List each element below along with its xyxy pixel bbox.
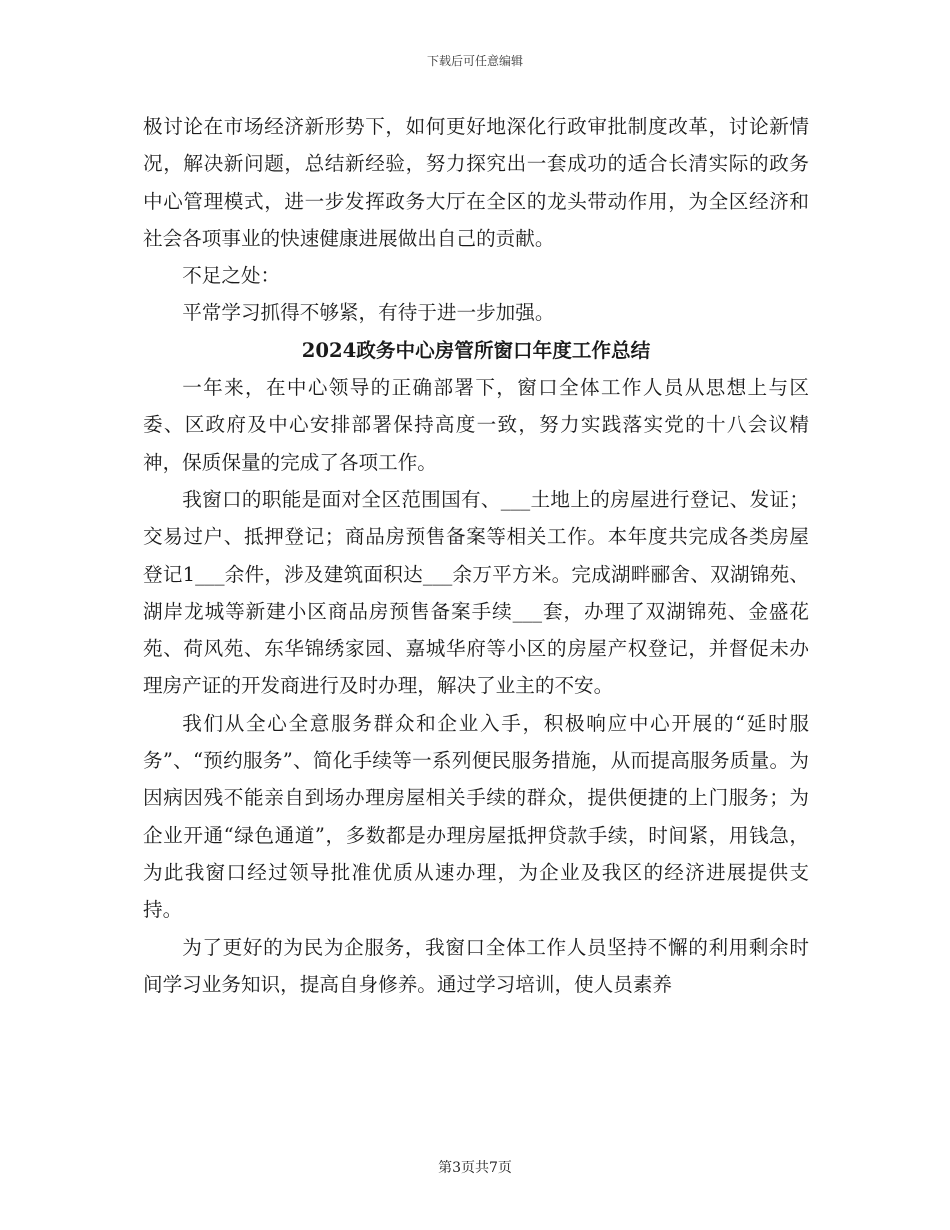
paragraph-continuation: 极讨论在市场经济新形势下，如何更好地深化行政审批制度改革，讨论新情况，解决新问题，总结新经验，努力探究出一套成功的适合长清实际的政务中心管理模式，进一步发挥政务大厅在全区的龙头带动作用，为全区经济和社会各项事业的快速健康进展做出自己的贡献。	[143, 115, 809, 250]
paragraph-shortcomings-heading: 不足之处：	[182, 264, 281, 288]
paragraph-intro: 一年来，在中心领导的正确部署下，窗口全体工作人员从思想上与区委、区政府及中心安排部署保持高度一致，努力实践落实党的十八会议精神，保质保量的完成了各项工作。	[143, 376, 809, 474]
paragraph-shortcomings: 平常学习抓得不够紧，有待于进一步加强。	[182, 301, 555, 325]
paragraph-functions: 我窗口的职能是面对全区范围国有、___土地上的房屋进行登记、发证；交易过户、抵押登记；商品房预售备案等相关工作。本年度共完成各类房屋登记1___余件，涉及建筑面积达___余万平方米。完成湖畔郦舍、双湖锦苑、湖岸龙城等新建小区商品房预售备案手续___套，办理了双湖锦苑、金盛花苑、荷风苑、东华锦绣家园、嘉城华府等小区的房屋产权登记，并督促未办理房产证的开发商进行及时办理，解决了业主的不安。	[143, 487, 809, 698]
paragraph-training: 为了更好的为民为企服务，我窗口全体工作人员坚持不懈的利用剩余时间学习业务知识，提高自身修养。通过学习培训，使人员素养	[143, 935, 809, 996]
document-title: 2024政务中心房管所窗口年度工作总结	[301, 338, 651, 362]
page-number: 第3页共7页	[438, 1160, 512, 1176]
document-body	[143, 108, 809, 1003]
paragraph-services: 我们从全心全意服务群众和企业入手，积极响应中心开展的“延时服务”、“预约服务”、简化手续等一系列便民服务措施，从而提高服务质量。为因病因残不能亲自到场办理房屋相关手续的群众，提供便捷的上门服务；为企业开通“绿色通道”，多数都是办理房屋抵押贷款手续，时间紧，用钱急，为此我窗口经过领导批准优质从速办理，为企业及我区的经济进展提供支持。	[143, 711, 809, 922]
header-note: 下载后可任意编辑	[426, 54, 523, 68]
